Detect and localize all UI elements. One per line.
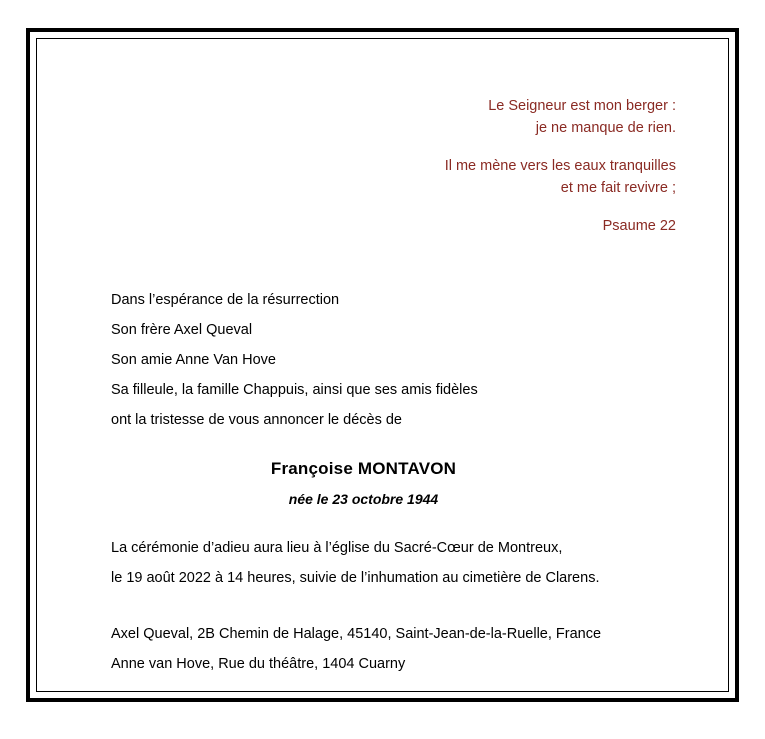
intro-line: Son frère Axel Queval	[111, 322, 253, 338]
intro-line: Son amie Anne Van Hove	[111, 352, 276, 368]
verse-attribution	[77, 215, 676, 237]
memorial-card-content	[37, 39, 728, 691]
birth-date-line: née le 23 octobre 1944	[288, 491, 439, 507]
verse-line: Le Seigneur est mon berger :	[488, 98, 676, 114]
address-line: Anne van Hove, Rue du théâtre, 1404 Cuarny	[111, 656, 406, 672]
ceremony-line: le 19 août 2022 à 14 heures, suivie de l’inhumation au cimetière de Clarens.	[111, 570, 600, 586]
address-line: Axel Queval, 2B Chemin de Halage, 45140, Saint-Jean-de-la-Ruelle, France	[111, 626, 602, 642]
intro-line: ont la tristesse de vous annoncer le décès de	[111, 412, 402, 428]
verse-line: Psaume 22	[602, 218, 676, 234]
verse-line: Il me mène vers les eaux tranquilles	[444, 158, 676, 174]
verse-line: je ne manque de rien.	[535, 120, 676, 136]
ceremony-line: La cérémonie d’adieu aura lieu à l’église du Sacré-Cœur de Montreux,	[111, 540, 563, 556]
announcement-intro	[77, 285, 688, 435]
intro-line: Sa filleule, la famille Chappuis, ainsi que ses amis fidèles	[111, 382, 478, 398]
scripture-verse-block	[77, 95, 676, 237]
verse-stanza-1	[77, 95, 676, 139]
deceased-name: Françoise MONTAVON	[270, 459, 457, 478]
intro-line: Dans l’espérance de la résurrection	[111, 292, 340, 308]
verse-stanza-2	[77, 155, 676, 199]
contact-addresses	[77, 619, 688, 679]
memorial-card-outer-border	[26, 28, 739, 702]
verse-line: et me fait revivre ;	[560, 180, 676, 196]
deceased-name-block	[77, 459, 688, 507]
memorial-card-inner-border	[36, 38, 729, 692]
ceremony-details	[77, 533, 688, 593]
